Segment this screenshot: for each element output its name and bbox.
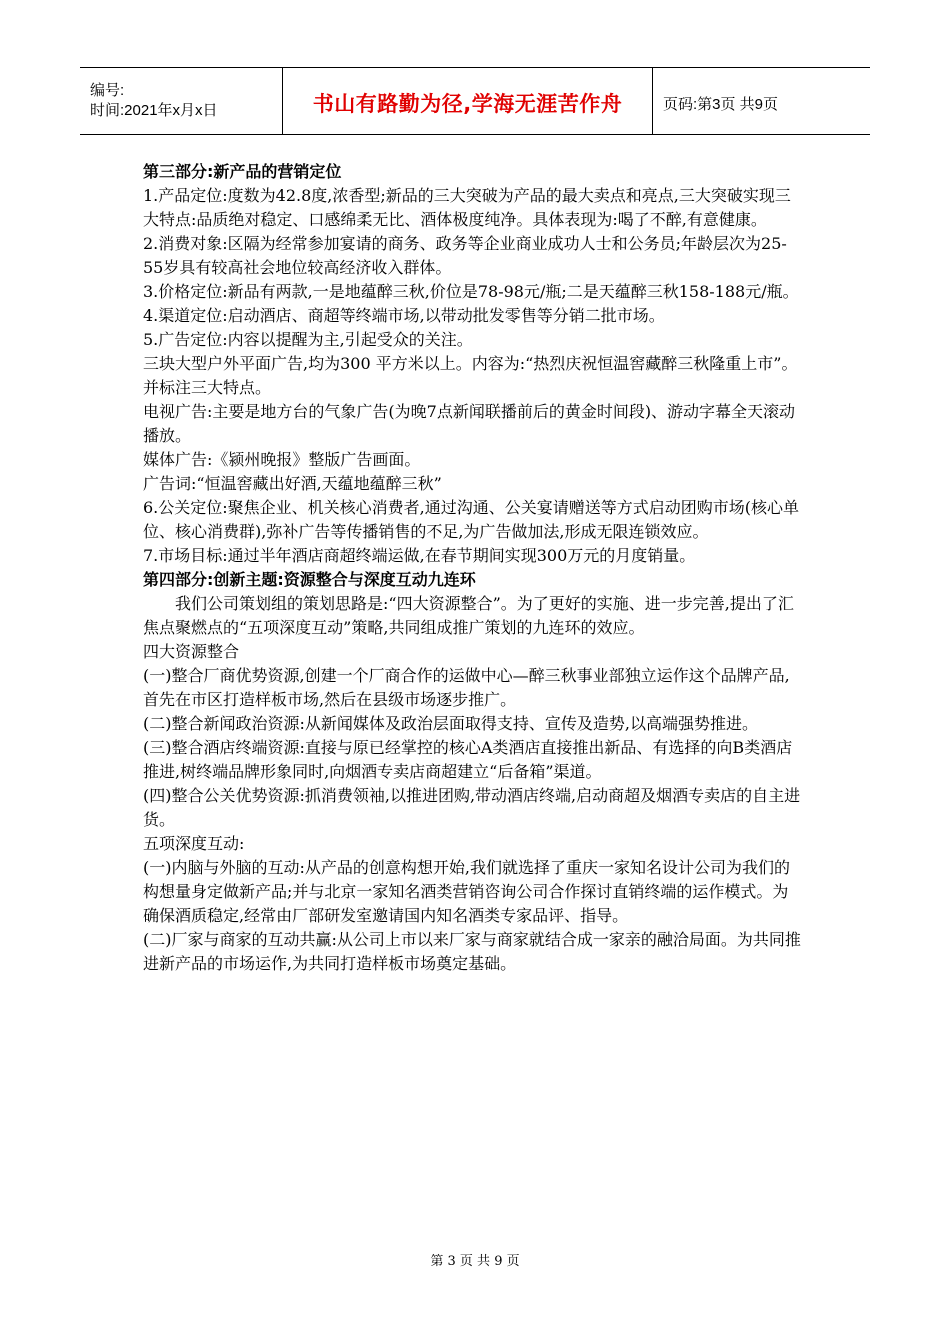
body-paragraph: 1.产品定位:度数为42.8度,浓香型;新品的三大突破为产品的最大卖点和亮点,三大突破实现三大特点:品质绝对稳定、口感绵柔无比、酒体极度纯净。具体表现为:喝了不醉,有意健康。	[143, 186, 791, 229]
body-paragraph: 7.市场目标:通过半年酒店商超终端运做,在春节期间实现300万元的月度销量。	[143, 546, 696, 565]
document-body	[143, 160, 803, 976]
header-page-info: 页码:第3页 共9页	[663, 95, 779, 113]
body-paragraph: (三)整合酒店终端资源:直接与原已经掌控的核心A类酒店直接推出新品、有选择的向B类酒店推进,树终端品牌形象同时,向烟酒专卖店商超建立“后备箱”渠道。	[143, 738, 793, 781]
header-meta	[80, 68, 282, 134]
body-paragraph: (四)整合公关优势资源:抓消费领袖,以推进团购,带动酒店终端,启动商超及烟酒专卖店的自主进货。	[143, 786, 801, 829]
section-heading: 第四部分:创新主题:资源整合与深度互动九连环	[143, 570, 476, 589]
page-header	[80, 67, 870, 135]
body-paragraph: 5.广告定位:内容以提醒为主,引起受众的关注。	[143, 330, 473, 349]
body-paragraph: 广告词:“恒温窖藏出好酒,天蕴地蕴醉三秋”	[143, 474, 442, 493]
body-paragraph: (二)整合新闻政治资源:从新闻媒体及政治层面取得支持、宣传及造势,以高端强势推进。	[143, 714, 758, 733]
body-paragraph: (一)整合厂商优势资源,创建一个厂商合作的运做中心—醉三秋事业部独立运作这个品牌产品,首先在市区打造样板市场,然后在县级市场逐步推广。	[143, 666, 790, 709]
document-time-label: 时间:2021年x月x日	[90, 102, 218, 119]
body-paragraph: (二)厂家与商家的互动共赢:从公司上市以来厂家与商家就结合成一家亲的融洽局面。为共同推进新产品的市场运作,为共同打造样板市场奠定基础。	[143, 930, 801, 973]
body-paragraph: 3.价格定位:新品有两款,一是地蕴醉三秋,价位是78-98元/瓶;二是天蕴醉三秋158-188元/瓶。	[143, 282, 799, 301]
body-paragraph: 我们公司策划组的策划思路是:“四大资源整合”。为了更好的实施、进一步完善,提出了汇焦点聚燃点的“五项深度互动”策略,共同组成推广策划的九连环的效应。	[143, 594, 794, 637]
body-paragraph: 6.公关定位:聚焦企业、机关核心消费者,通过沟通、公关宴请赠送等方式启动团购市场(核心单位、核心消费群),弥补广告等传播销售的不足,为广告做加法,形成无限连锁效应。	[143, 498, 799, 541]
body-paragraph: 电视广告:主要是地方台的气象广告(为晚7点新闻联播前后的黄金时间段)、游动字幕全天滚动播放。	[143, 402, 796, 445]
body-paragraph: 2.消费对象:区隔为经常参加宴请的商务、政务等企业商业成功人士和公务员;年龄层次为25-55岁具有较高社会地位较高经济收入群体。	[143, 234, 787, 277]
body-paragraph: (一)内脑与外脑的互动:从产品的创意构想开始,我们就选择了重庆一家知名设计公司为我们的构想量身定做新产品;并与北京一家知名酒类营销咨询公司合作探讨直销终端的运作模式。为确保酒质稳定,经常由厂部研发室邀请国内知名酒类专家品评、指导。	[143, 858, 790, 925]
header-motto: 书山有路勤为径,学海无涯苦作舟	[312, 92, 623, 116]
body-paragraph: 四大资源整合	[143, 642, 240, 661]
page-footer: 第 3 页 共 9 页	[430, 1254, 520, 1269]
body-paragraph: 五项深度互动:	[143, 834, 245, 853]
header-page-info-cell	[653, 68, 870, 134]
body-paragraph: 媒体广告:《颍州晚报》整版广告画面。	[143, 450, 421, 469]
body-paragraph: 三块大型户外平面广告,均为300 平方米以上。内容为:“热烈庆祝恒温窖藏醉三秋隆重上市”。并标注三大特点。	[143, 354, 798, 397]
header-motto-cell	[282, 68, 653, 134]
section-heading: 第三部分:新产品的营销定位	[143, 162, 342, 181]
body-paragraph: 4.渠道定位:启动酒店、商超等终端市场,以带动批发零售等分销二批市场。	[143, 306, 665, 325]
document-number-label: 编号:	[90, 82, 125, 99]
